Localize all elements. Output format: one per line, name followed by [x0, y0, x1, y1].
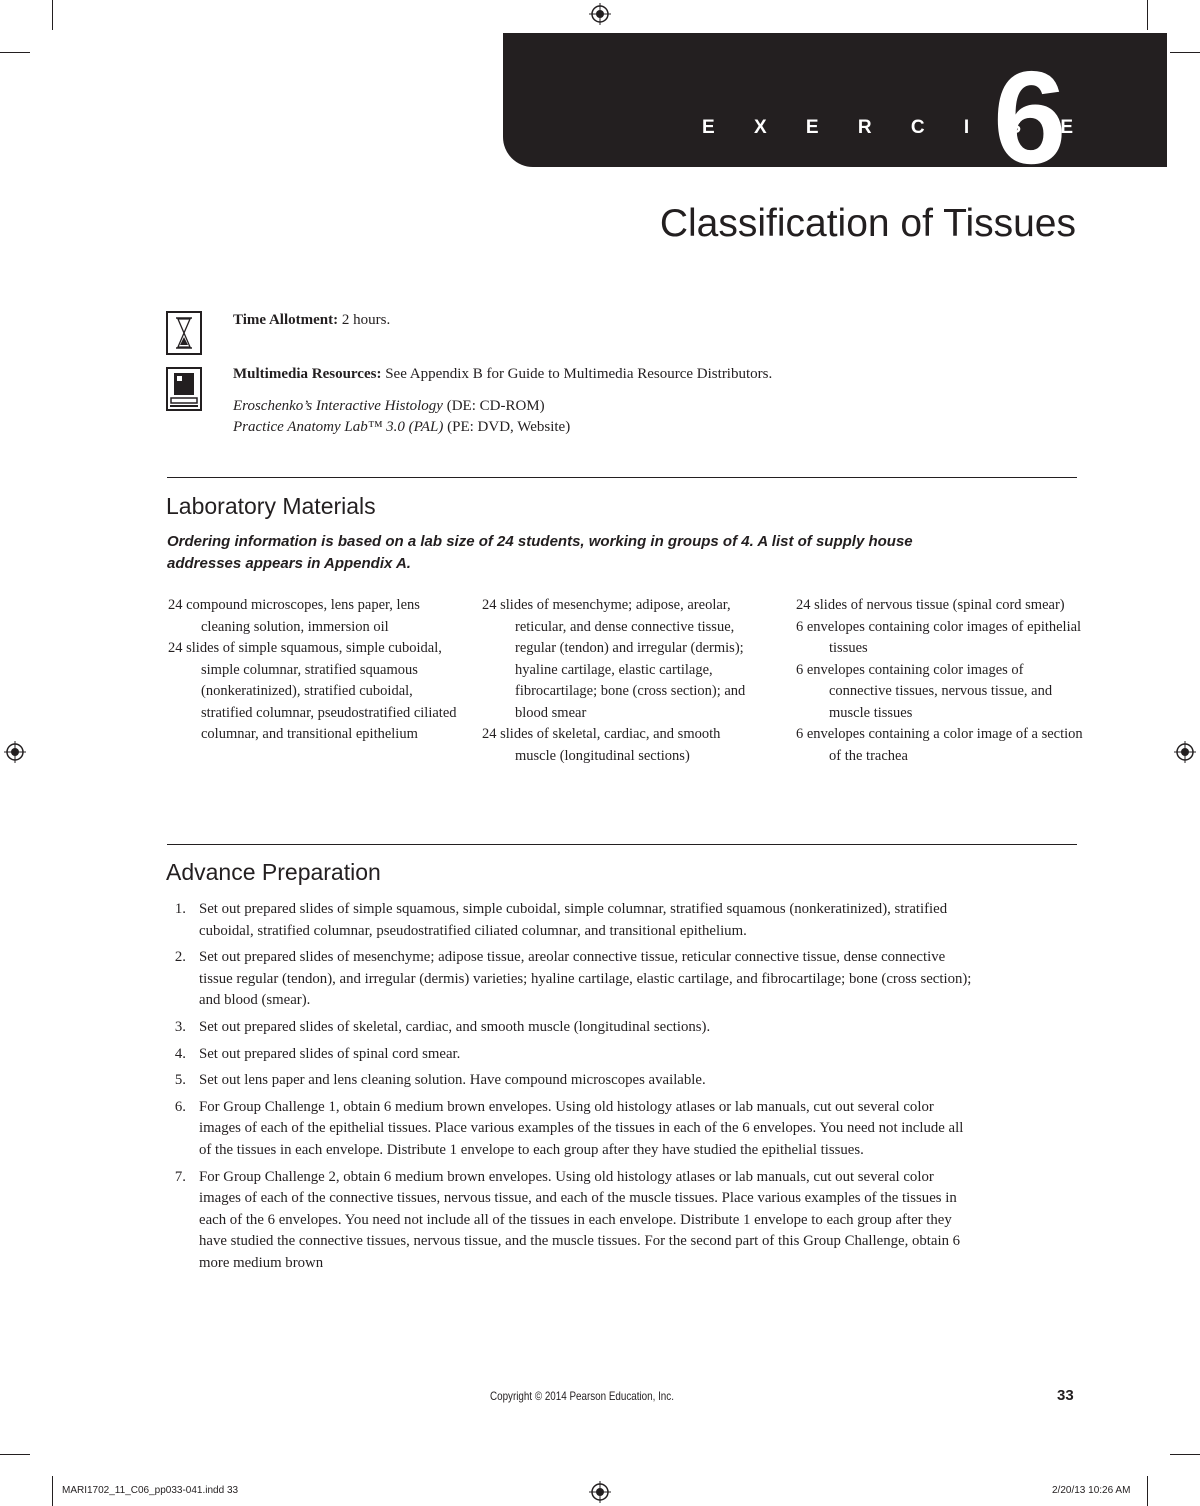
multimedia-value: See Appendix B for Guide to Multimedia Resource Distributors. [381, 366, 773, 382]
lab-materials-heading: Laboratory Materials [166, 493, 376, 519]
list-item [166, 899, 976, 942]
time-allotment-label: Time Allotment: [233, 312, 339, 328]
page-title: Classification of Tissues [659, 202, 1076, 245]
list-text: For Group Challenge 2, obtain 6 medium brown envelopes. Using old histology atlases or lab manuals, cut out several color images of each of the connective tissues, nervous tissue, and each of the muscle tissues. Place various examples of the tissues in each of the 6 envelopes. You need not include all of the tissues in each envelope. Distribute 1 envelope to each group after they have studied the connective tissues, nervous tissue, and the muscle tissues. For the second part of this Group Challenge, obtain 6 more medium brown [199, 1168, 961, 1271]
list-number: 5. [174, 1072, 186, 1089]
computer-icon [166, 367, 202, 411]
list-item [166, 1070, 976, 1092]
material-item: 24 slides of simple squamous, simple cuboidal, simple columnar, stratified squamous (nonkeratinized), stratified cuboidal, stratified columnar, pseudostratified ciliated columnar, and transitional epithelium [168, 640, 457, 742]
section-divider [167, 477, 1077, 478]
resource-histology-title: Eroschenko’s Interactive Histology [233, 398, 443, 414]
resource-histology [233, 398, 545, 415]
list-text: Set out prepared slides of simple squamous, simple cuboidal, simple columnar, stratified squamous (nonkeratinized), stratified cuboidal, stratified columnar, pseudostratified ciliated columnar, and transitional epithelium. [199, 901, 948, 939]
resource-pal-format: (PE: DVD, Website) [443, 419, 571, 435]
list-item [166, 1097, 976, 1162]
crop-mark [1170, 1454, 1200, 1455]
crop-mark [0, 52, 30, 53]
list-number: 2. [174, 949, 186, 966]
list-item [166, 1167, 976, 1275]
time-allotment-value: 2 hours. [338, 312, 391, 328]
multimedia-resources [233, 366, 772, 383]
crop-mark [1147, 1476, 1148, 1506]
material-item: 24 compound microscopes, lens paper, lens cleaning solution, immersion oil [168, 597, 420, 635]
hourglass-icon [166, 311, 202, 355]
list-text: For Group Challenge 1, obtain 6 medium brown envelopes. Using old histology atlases or lab manuals, cut out several color images of each of the epithelial tissues. Place various examples of the tissues in each of the 6 envelopes. You need not include all of the tissues in each envelope. Distribute 1 envelope to each group after they have studied the epithelial tissues. [199, 1098, 964, 1158]
crop-mark [52, 0, 53, 30]
list-item [166, 1044, 976, 1066]
material-item: 6 envelopes containing a color image of a section of the trachea [796, 726, 1083, 764]
list-text: Set out prepared slides of spinal cord smear. [199, 1045, 461, 1062]
multimedia-label: Multimedia Resources: [233, 366, 382, 382]
material-item: 24 slides of nervous tissue (spinal cord smear) [796, 597, 1065, 613]
material-item: 6 envelopes containing color images of epithelial tissues [796, 618, 1082, 656]
list-number: 6. [174, 1098, 186, 1115]
resource-pal [233, 419, 570, 436]
list-text: Set out prepared slides of skeletal, cardiac, and smooth muscle (longitudinal sections). [199, 1018, 711, 1035]
copyright-notice: Copyright © 2014 Pearson Education, Inc. [490, 1389, 674, 1403]
section-divider [167, 844, 1077, 845]
list-number: 7. [174, 1168, 186, 1185]
exercise-number: 6 [993, 44, 1067, 191]
material-item: 24 slides of skeletal, cardiac, and smooth muscle (longitudinal sections) [482, 726, 721, 764]
list-item [166, 1017, 976, 1039]
list-number: 3. [174, 1018, 186, 1035]
exercise-label: E X E R C I S E [702, 117, 1091, 138]
crop-mark [1170, 52, 1200, 53]
list-text: Set out prepared slides of mesenchyme; adipose tissue, areolar connective tissue, reticular connective tissue, dense connective tissue regular (tendon), and irregular (dermis) varieties; hyaline cartilage, elastic cartilage, and fibrocartilage; bone (cross section); and blood (smear). [199, 949, 972, 1009]
materials-column-1 [168, 595, 458, 746]
materials-column-3 [796, 595, 1086, 767]
list-number: 4. [174, 1045, 186, 1062]
time-allotment [233, 312, 390, 329]
registration-mark-icon [4, 741, 26, 763]
list-text: Set out lens paper and lens cleaning solution. Have compound microscopes available. [199, 1072, 706, 1089]
list-item [166, 947, 976, 1012]
crop-mark [1147, 0, 1148, 30]
registration-mark-icon [589, 3, 611, 25]
resource-histology-format: (DE: CD-ROM) [442, 398, 545, 414]
materials-column-2 [482, 595, 757, 767]
material-item: 6 envelopes containing color images of connective tissues, nervous tissue, and muscle tissues [796, 661, 1053, 721]
advance-prep-heading: Advance Preparation [166, 859, 381, 885]
list-number: 1. [174, 901, 186, 917]
resource-pal-title: Practice Anatomy Lab™ 3.0 (PAL) [233, 419, 444, 435]
crop-mark [52, 1476, 53, 1506]
exercise-banner [503, 33, 1167, 167]
material-item: 24 slides of mesenchyme; adipose, areolar, reticular, and dense connective tissue, regular (tendon) and irregular (dermis); hyaline cartilage, elastic cartilage, fibrocartilage; bone (cross section); and blood smear [482, 597, 746, 721]
registration-mark-icon [589, 1481, 611, 1503]
registration-mark-icon [1174, 741, 1196, 763]
crop-mark [0, 1454, 30, 1455]
lab-materials-intro: Ordering information is based on a lab size of 24 students, working in groups of 4. A list of supply house addresses appears in Appendix A. [167, 533, 913, 572]
page-number: 33 [1057, 1387, 1074, 1404]
slug-file-info: MARI1702_11_C06_pp033-041.indd 33 [62, 1485, 239, 1496]
slug-date: 2/20/13 10:26 AM [1052, 1485, 1131, 1496]
advance-prep-list [166, 899, 976, 1280]
